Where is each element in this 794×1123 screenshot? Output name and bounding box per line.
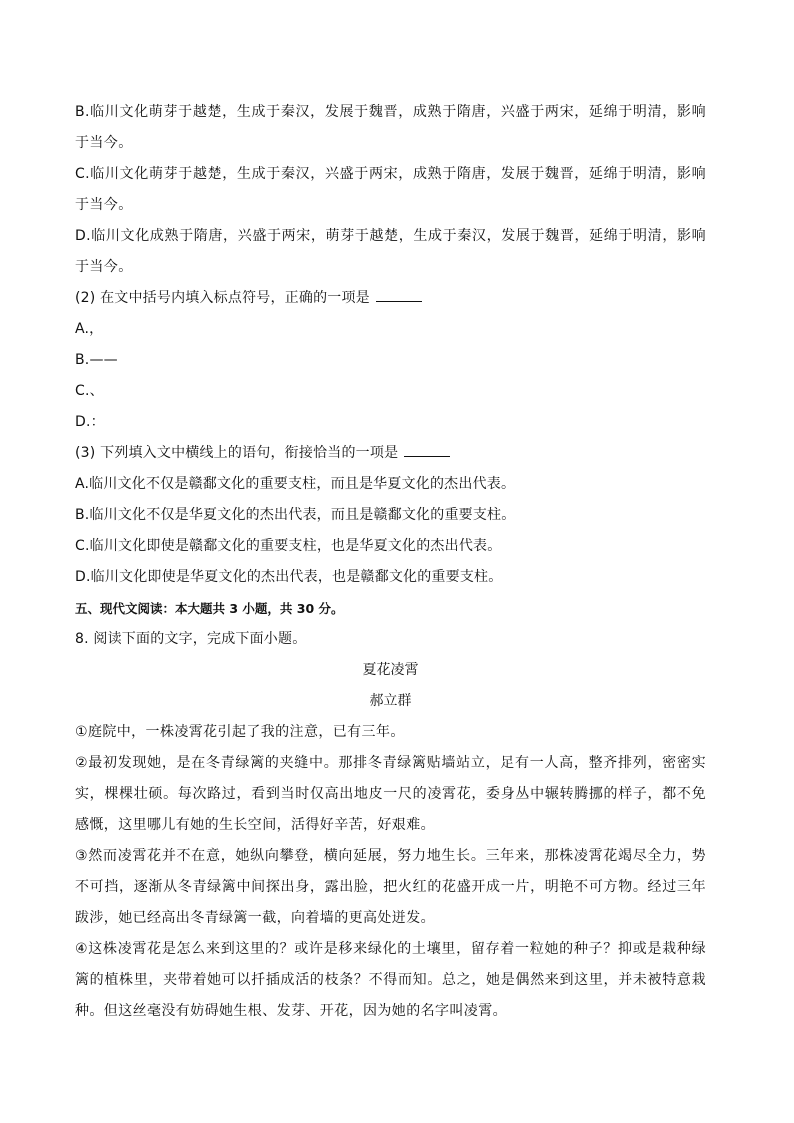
article-paragraph: ④这株凌霄花是怎么来到这里的？或许是移来绿化的土壤里，留存着一粒她的种子？抑或是栽种绿篱的植株里，夹带着她可以扦插成活的枝条？不得而知。总之，她是偶然来到这里，并未被特意栽种。但这丝毫没有妨碍她生根、发芽、开花，因为她的名字叫凌霄。 [75, 941, 706, 1019]
q2-stem [75, 283, 706, 314]
q2-option-d: D.： [75, 414, 105, 430]
q3-option-d: D.临川文化即使是华夏文化的杰出代表，也是赣鄱文化的重要支柱。 [75, 569, 503, 585]
q3-stem [75, 438, 706, 469]
q8-stem: 8. 阅读下面的文字，完成下面小题。 [75, 631, 307, 647]
q3-option-b: B.临川文化不仅是华夏文化的杰出代表，而且是赣鄱文化的重要支柱。 [75, 507, 516, 523]
q2-option-b: B.—— [75, 352, 118, 368]
article-paragraph: ①庭院中，一株凌霄花引起了我的注意，已有三年。 [75, 724, 405, 740]
q3-stem-text: (3) 下列填入文中横线上的语句，衔接恰当的一项是 [75, 445, 399, 461]
q1-option-c: C.临川文化萌芽于越楚，生成于秦汉，兴盛于两宋，成熟于隋唐，发展于魏晋，延绵于明清，影响于当今。 [75, 166, 706, 213]
article-paragraph: ③然而凌霄花并不在意，她纵向攀登，横向延展，努力地生长。三年来，那株凌霄花竭尽全力，势不可挡，逐渐从冬青绿篱中间探出身，露出脸，把火红的花盛开成一片，明艳不可方物。经过三年跋涉，她已经高出冬青绿篱一截，向着墙的更高处迸发。 [75, 848, 706, 926]
q3-option-a: A.临川文化不仅是赣鄱文化的重要支柱，而且是华夏文化的杰出代表。 [75, 476, 516, 492]
article-paragraph: ②最初发现她，是在冬青绿篱的夹缝中。那排冬青绿篱贴墙站立，足有一人高，整齐排列，密密实实，棵棵壮硕。每次路过，看到当时仅高出地皮一尺的凌霄花，委身丛中辗转腾挪的样子，都不免感慨，这里哪儿有她的生长空间，活得好辛苦，好艰难。 [75, 755, 706, 833]
q3-option-c: C.临川文化即使是赣鄱文化的重要支柱，也是华夏文化的杰出代表。 [75, 538, 502, 554]
q1-option-b: B.临川文化萌芽于越楚，生成于秦汉，发展于魏晋，成熟于隋唐，兴盛于两宋，延绵于明清，影响于当今。 [75, 104, 706, 151]
section-heading: 五、现代文阅读：本大题共 3 小题，共 30 分。 [75, 601, 344, 616]
q1-option-d: D.临川文化成熟于隋唐，兴盛于两宋，萌芽于越楚，生成于秦汉，发展于魏晋，延绵于明清，影响于当今。 [75, 228, 706, 275]
q2-option-a: A.， [75, 321, 104, 337]
article-author: 郝立群 [369, 693, 412, 709]
article-title: 夏花凌霄 [362, 662, 419, 678]
answer-blank [376, 287, 422, 302]
q2-stem-text: (2) 在文中括号内填入标点符号，正确的一项是 [75, 290, 370, 306]
q2-option-c: C.、 [75, 383, 104, 399]
answer-blank [404, 442, 450, 457]
